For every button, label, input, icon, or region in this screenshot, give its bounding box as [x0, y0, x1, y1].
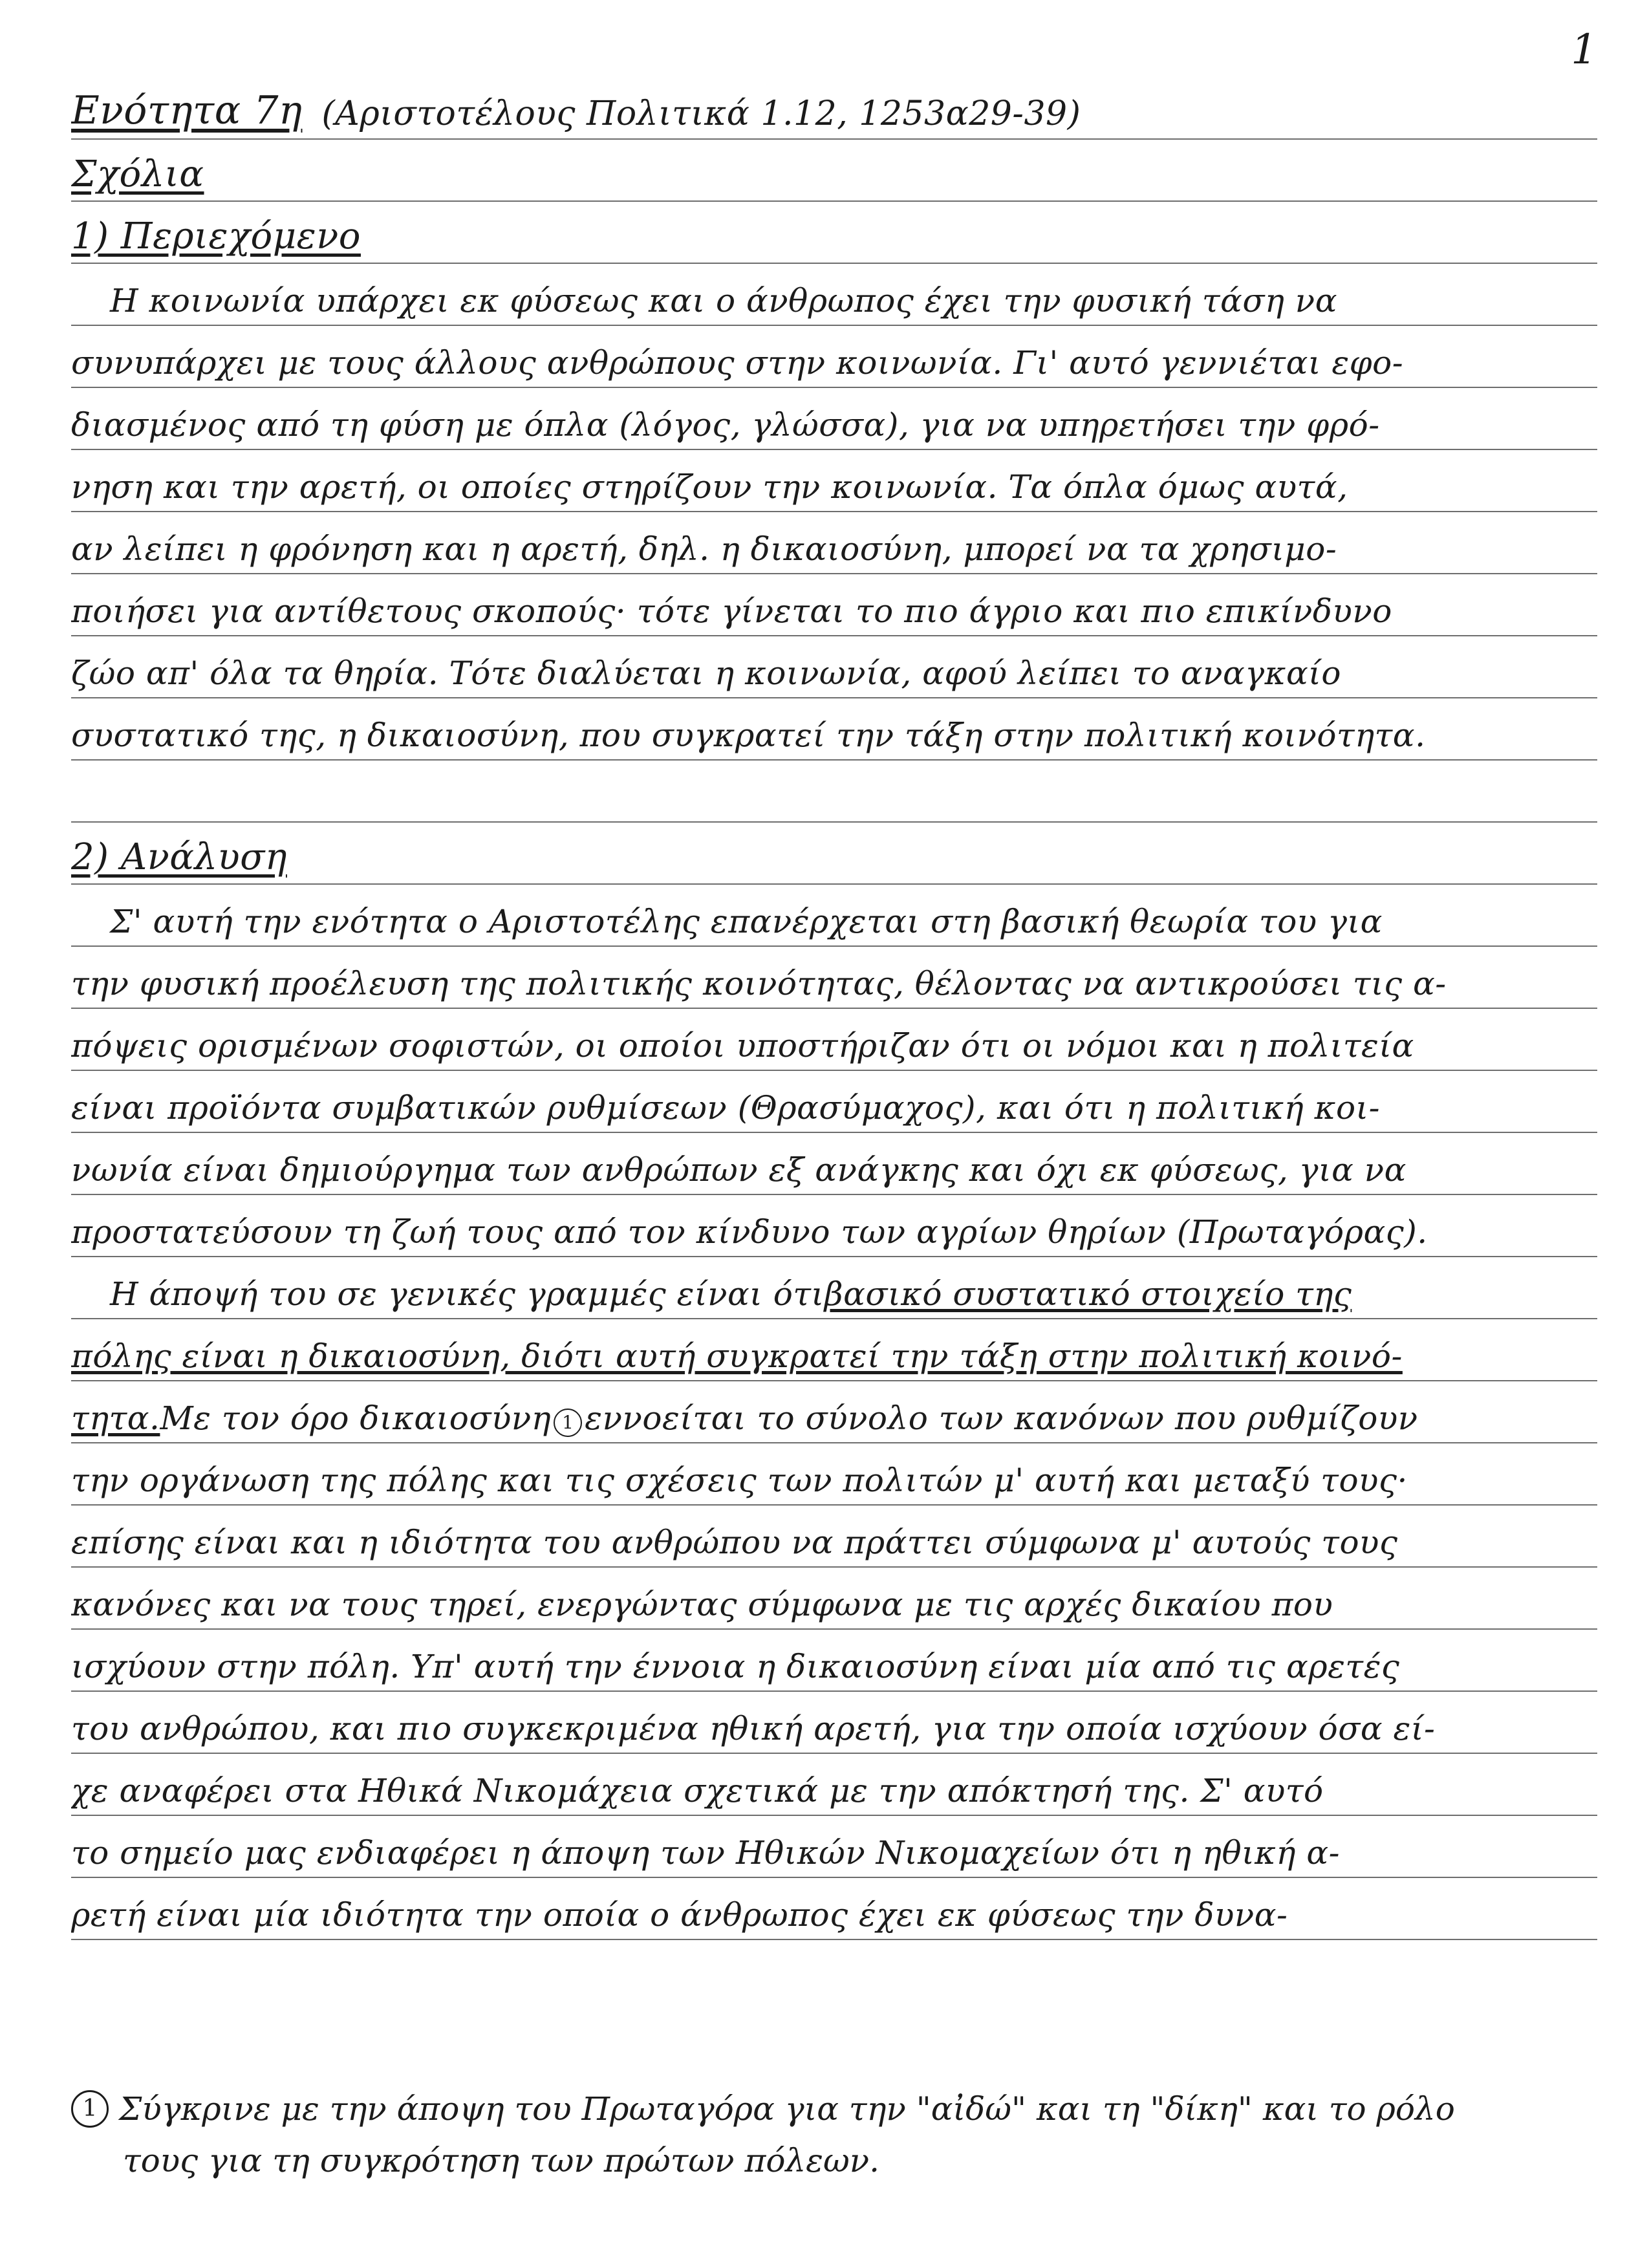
text-line: συνυπάρχει με τους άλλους ανθρώπους στην κοινωνία. Γι' αυτό γεννιέται εφο-: [71, 326, 1597, 388]
subtitle-line: [71, 140, 1597, 202]
text-line: συστατικό της, η δικαιοσύνη, που συγκρατεί την τάξη στην πολιτική κοινότητα.: [71, 698, 1597, 761]
text-line: ρετή είναι μία ιδιότητα την οποία ο άνθρωπος έχει εκ φύσεως την δυνα-: [71, 1878, 1597, 1940]
footnote: [71, 2076, 1597, 2179]
section1-heading: 1) Περιεχόμενο: [71, 215, 361, 257]
text-line: Η κοινωνία υπάρχει εκ φύσεως και ο άνθρωπος έχει την φυσική τάση να: [71, 264, 1597, 326]
title-reference: (Αριστοτέλους Πολιτικά 1.12, 1253α29-39): [321, 94, 1081, 133]
text-line: νωνία είναι δημιούργημα των ανθρώπων εξ ανάγκης και όχι εκ φύσεως, για να: [71, 1133, 1597, 1195]
text-fragment: Με τον όρο δικαιοσύνη: [160, 1399, 552, 1437]
text-line: του ανθρώπου, και πιο συγκεκριμένα ηθική αρετή, για την οποία ισχύουν όσα εί-: [71, 1692, 1597, 1754]
footnote-line: [71, 2076, 1597, 2128]
footnote-reference-mark: 1: [554, 1409, 582, 1437]
page-number: 1: [1571, 26, 1597, 74]
text-line: ισχύουν στην πόλη. Υπ' αυτή την έννοια η δικαιοσύνη είναι μία από τις αρετές: [71, 1630, 1597, 1692]
text-line: Σ' αυτή την ενότητα ο Αριστοτέλης επανέρχεται στη βασική θεωρία του για: [71, 885, 1597, 947]
text-line: νηση και την αρετή, οι οποίες στηρίζουν την κοινωνία. Τα όπλα όμως αυτά,: [71, 450, 1597, 512]
footnote-text: τους για τη συγκρότηση των πρώτων πόλεων.: [123, 2142, 880, 2179]
underlined-text: πόλης είναι η δικαιοσύνη, διότι αυτή συγκρατεί την τάξη στην πολιτική κοινό-: [71, 1337, 1403, 1375]
footnote-line: [71, 2128, 1597, 2179]
text-line: προστατεύσουν τη ζωή τους από τον κίνδυνο των αγρίων θηρίων (Πρωταγόρας).: [71, 1195, 1597, 1257]
text-line: πόψεις ορισμένων σοφιστών, οι οποίοι υποστήριζαν ότι οι νόμοι και η πολιτεία: [71, 1009, 1597, 1071]
footnote-text: Σύγκρινε με την άποψη του Πρωταγόρα για την "αἰδώ" και τη "δίκη" και το ρόλο: [119, 2090, 1455, 2128]
text-line: [71, 1319, 1597, 1381]
text-line: το σημείο μας ενδιαφέρει η άποψη των Ηθικών Νικομαχείων ότι η ηθική α-: [71, 1816, 1597, 1878]
text-fragment: εννοείται το σύνολο των κανόνων που ρυθμίζουν: [585, 1399, 1418, 1437]
title: Ενότητα 7η: [71, 88, 303, 133]
text-line: [71, 1257, 1597, 1319]
text-line: αν λείπει η φρόνηση και η αρετή, δηλ. η δικαιοσύνη, μπορεί να τα χρησιμο-: [71, 512, 1597, 574]
underlined-text: τητα.: [71, 1399, 160, 1437]
text-line: διασμένος από τη φύση με όπλα (λόγος, γλώσσα), για να υπηρετήσει την φρό-: [71, 388, 1597, 450]
text-line: επίσης είναι και η ιδιότητα του ανθρώπου να πράττει σύμφωνα μ' αυτούς τους: [71, 1506, 1597, 1568]
subtitle: Σχόλια: [71, 153, 204, 195]
title-line: [71, 78, 1597, 140]
blank-line: [71, 761, 1597, 823]
section2-heading-line: [71, 823, 1597, 885]
text-line: ζώο απ' όλα τα θηρία. Τότε διαλύεται η κοινωνία, αφού λείπει το αναγκαίο: [71, 636, 1597, 698]
underlined-text: βασικό συστατικό στοιχείο της: [824, 1275, 1352, 1313]
text-line: είναι προϊόντα συμβατικών ρυθμίσεων (Θρασύμαχος), και ότι η πολιτική κοι-: [71, 1071, 1597, 1133]
section2-heading: 2) Ανάλυση: [71, 836, 287, 878]
ruled-text-area: [71, 78, 1597, 1940]
text-line: την φυσική προέλευση της πολιτικής κοινότητας, θέλοντας να αντικρούσει τις α-: [71, 947, 1597, 1009]
text-line: χε αναφέρει στα Ηθικά Νικομάχεια σχετικά με την απόκτησή της. Σ' αυτό: [71, 1754, 1597, 1816]
section1-heading-line: [71, 202, 1597, 264]
text-line: την οργάνωση της πόλης και τις σχέσεις των πολιτών μ' αυτή και μεταξύ τους·: [71, 1443, 1597, 1506]
text-line: κανόνες και να τους τηρεί, ενεργώντας σύμφωνα με τις αρχές δικαίου που: [71, 1568, 1597, 1630]
text-line: [71, 1381, 1597, 1443]
text-fragment: Η άποψή του σε γενικές γραμμές είναι ότι: [110, 1275, 824, 1313]
text-line: ποιήσει για αντίθετους σκοπούς· τότε γίνεται το πιο άγριο και πιο επικίνδυνο: [71, 574, 1597, 636]
footnote-number: 1: [71, 2090, 109, 2128]
